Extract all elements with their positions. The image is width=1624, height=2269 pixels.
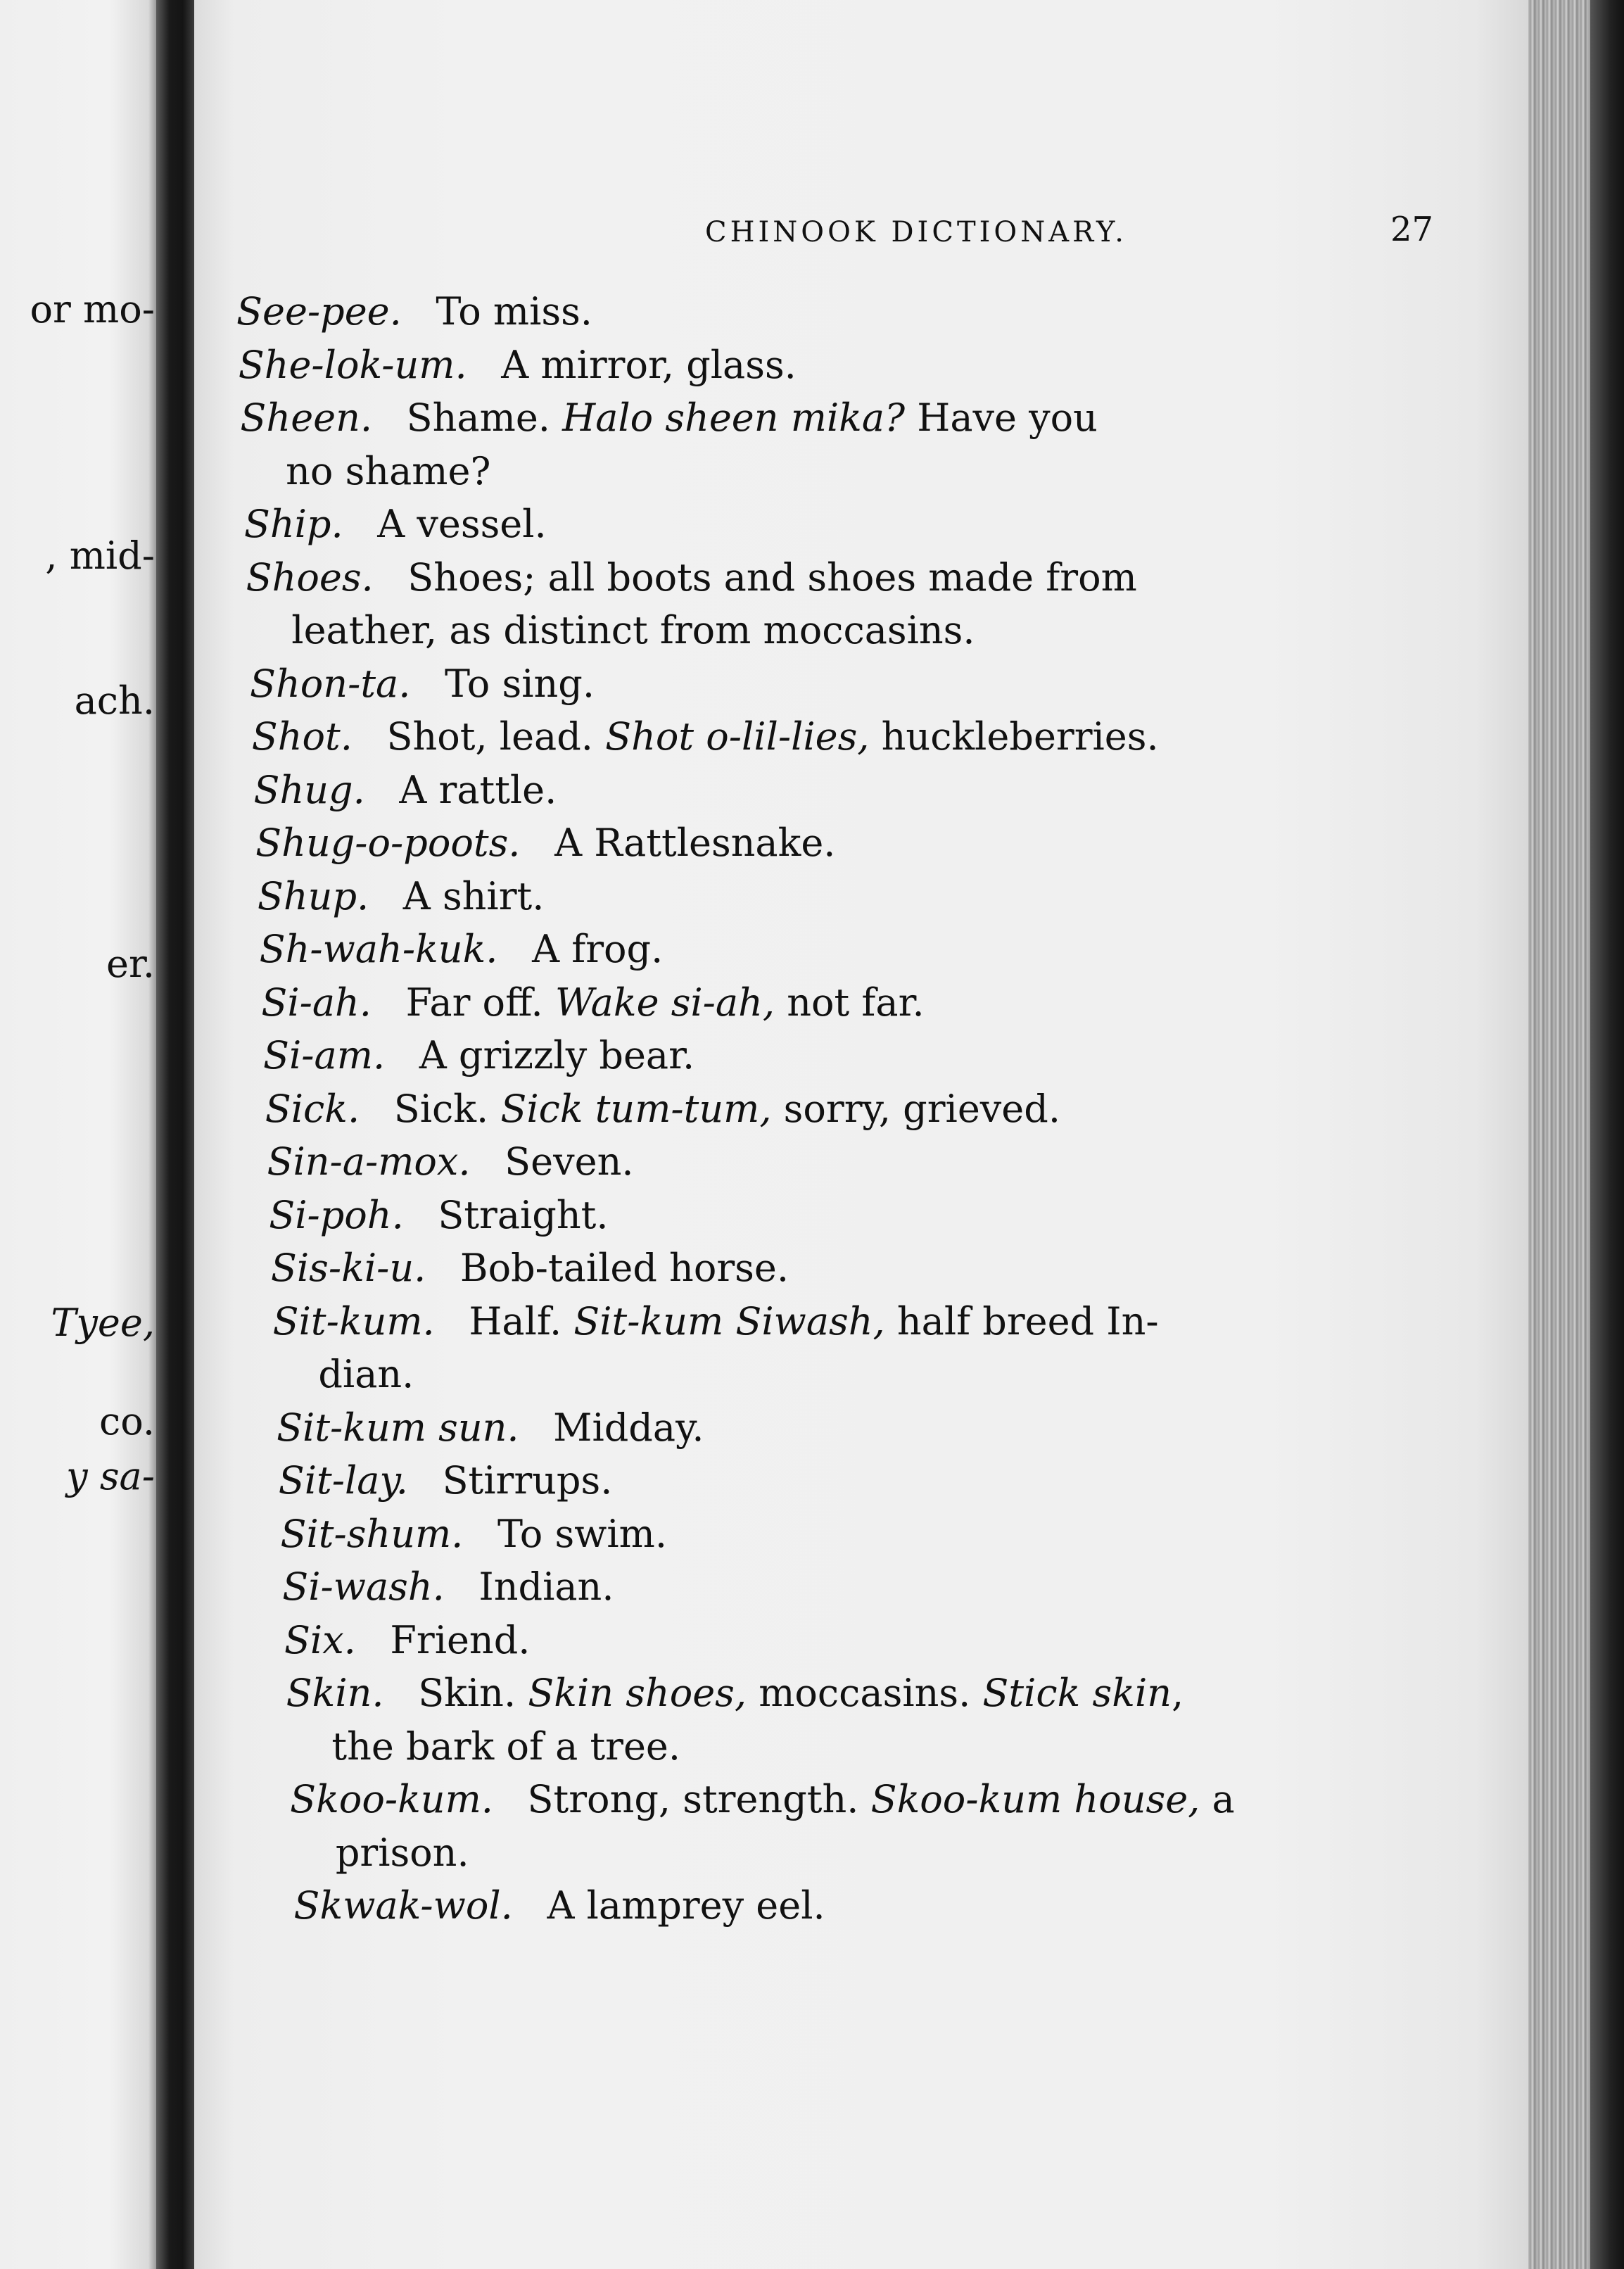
definition-text: Shoes; all boots and shoes made from — [407, 555, 1137, 600]
dictionary-line — [331, 1725, 680, 1769]
headword: Sin-a-mox. — [267, 1139, 471, 1184]
definition-text: Straight. — [438, 1192, 609, 1237]
definition-text: dian. — [318, 1352, 414, 1396]
definition-text: A rattle. — [399, 767, 557, 812]
page — [194, 0, 1528, 2269]
example-phrase: Sit-kum Siwash, — [573, 1298, 885, 1344]
dictionary-line — [271, 1246, 789, 1290]
dictionary-line — [318, 1353, 414, 1396]
definition-text: leather, as distinct from moccasins. — [291, 608, 975, 652]
headword: Sis-ki-u. — [270, 1246, 426, 1290]
definition-text: Friend. — [390, 1617, 531, 1662]
dictionary-line — [294, 1884, 825, 1928]
definition-text: Skin. — [418, 1671, 528, 1715]
dictionary-line — [281, 1512, 668, 1556]
example-phrase: Halo sheen mika? — [562, 396, 906, 440]
definition-text: A Rattlesnake. — [554, 821, 836, 865]
left-fragment: , mid- — [45, 535, 155, 577]
definition-text: A shirt. — [402, 873, 545, 918]
dictionary-line — [253, 769, 557, 812]
definition-text: Bob-tailed horse. — [459, 1246, 789, 1290]
headword: See-pee. — [236, 289, 402, 334]
dictionary-line — [277, 1406, 704, 1450]
headword: Si-wash. — [282, 1565, 445, 1609]
left-fragment: or mo- — [30, 289, 155, 331]
definition-text: Have you — [905, 396, 1098, 440]
headword: Skwak-wol. — [293, 1883, 513, 1928]
headword: Shon-ta. — [250, 661, 411, 706]
headword: Sh-wah-kuk. — [259, 927, 498, 971]
left-fragment: Tyee, — [51, 1302, 155, 1344]
dictionary-line — [258, 875, 545, 918]
definition-text: no shame? — [286, 448, 491, 493]
headword: Shup. — [257, 873, 369, 918]
dictionary-line — [236, 290, 592, 334]
definition-text: Seven. — [505, 1139, 634, 1184]
dictionary-line — [336, 1831, 469, 1875]
dictionary-line — [279, 1459, 613, 1503]
dictionary-line — [252, 715, 1159, 759]
headword: Si-ah. — [261, 980, 372, 1025]
dictionary-line — [286, 450, 490, 493]
left-fragment: ach. — [74, 680, 155, 722]
definition-text: To sing. — [444, 661, 595, 706]
dictionary-line — [290, 1778, 1235, 1821]
definition-text: A vessel. — [377, 502, 547, 546]
headword: Skoo-kum. — [290, 1777, 493, 1821]
definition-text: huckleberries. — [869, 714, 1159, 759]
headword: Six. — [284, 1617, 356, 1662]
example-phrase: Wake si-ah, — [554, 980, 775, 1025]
headword: Sit-shum. — [280, 1511, 464, 1556]
definition-text: To swim. — [497, 1511, 668, 1556]
running-head: CHINOOK DICTIONARY. — [705, 216, 1127, 248]
dictionary-line — [267, 1140, 633, 1184]
dictionary-entries — [194, 0, 1528, 2269]
definition-text: half breed In- — [884, 1298, 1159, 1344]
definition-text: , — [1172, 1671, 1184, 1715]
headword: Sick. — [265, 1086, 360, 1131]
definition-text: Half. — [469, 1298, 574, 1344]
book-cover-edge — [1590, 0, 1624, 2269]
dictionary-line — [261, 981, 924, 1025]
dictionary-line — [250, 662, 595, 706]
headword: Shug. — [253, 767, 365, 812]
definition-text: prison. — [335, 1830, 469, 1875]
definition-text: sorry, grieved. — [771, 1086, 1060, 1131]
headword: Sit-kum sun. — [277, 1405, 519, 1450]
example-phrase: Skoo-kum house, — [870, 1777, 1200, 1821]
definition-text: A lamprey eel. — [547, 1883, 825, 1928]
definition-text: Shame. — [406, 396, 563, 440]
headword: Shot. — [251, 714, 353, 759]
definition-text: Shot, lead. — [386, 714, 606, 759]
headword: Shoes. — [246, 555, 374, 600]
definition-text: a — [1200, 1777, 1235, 1821]
page-number: 27 — [1390, 210, 1434, 249]
definition-text: Far off. — [405, 980, 555, 1025]
definition-text: the bark of a tree. — [331, 1724, 681, 1769]
headword: Sheen. — [240, 396, 373, 440]
definition-text: A frog. — [532, 927, 664, 971]
dictionary-line — [246, 556, 1137, 600]
dictionary-line — [291, 609, 975, 652]
definition-text: To miss. — [436, 289, 592, 334]
headword: Sit-lay. — [278, 1458, 408, 1503]
dictionary-line — [239, 343, 797, 387]
definition-text: A grizzly bear. — [419, 1033, 695, 1077]
headword: Shug-o-poots. — [255, 821, 521, 865]
dictionary-line — [255, 821, 835, 865]
dictionary-line — [263, 1034, 694, 1077]
headword: Sit-kum. — [272, 1298, 435, 1344]
dictionary-line — [260, 928, 664, 971]
definition-text: moccasins. — [747, 1671, 983, 1715]
dictionary-line — [240, 396, 1098, 440]
definition-text: Midday. — [553, 1405, 704, 1450]
headword: Si-poh. — [269, 1192, 404, 1237]
definition-text: not far. — [775, 980, 925, 1025]
example-phrase: Stick skin — [982, 1671, 1172, 1715]
definition-text: Indian. — [478, 1565, 614, 1609]
left-fragment: y sa- — [66, 1455, 155, 1498]
definition-text: Strong, strength. — [527, 1777, 871, 1821]
dictionary-line — [286, 1671, 1184, 1715]
dictionary-line — [265, 1087, 1060, 1131]
definition-text: A mirror, glass. — [501, 342, 797, 387]
facing-page-left — [0, 0, 156, 2269]
left-fragment: er. — [106, 943, 155, 985]
definition-text: Sick. — [393, 1086, 501, 1131]
dictionary-line — [273, 1300, 1159, 1344]
book-gutter — [156, 0, 194, 2269]
headword: She-lok-um. — [238, 342, 467, 387]
headword: Si-am. — [263, 1033, 386, 1077]
dictionary-line — [284, 1619, 531, 1662]
dictionary-line — [282, 1565, 614, 1609]
dictionary-line — [244, 503, 547, 546]
definition-text: Stirrups. — [442, 1458, 613, 1503]
headword: Ship. — [243, 502, 343, 546]
example-phrase: Skin shoes, — [528, 1671, 747, 1715]
headword: Skin. — [286, 1671, 384, 1715]
left-fragment: co. — [99, 1401, 155, 1443]
dictionary-line — [269, 1194, 608, 1237]
example-phrase: Sick tum-tum, — [500, 1086, 772, 1131]
example-phrase: Shot o-lil-lies, — [605, 714, 870, 759]
